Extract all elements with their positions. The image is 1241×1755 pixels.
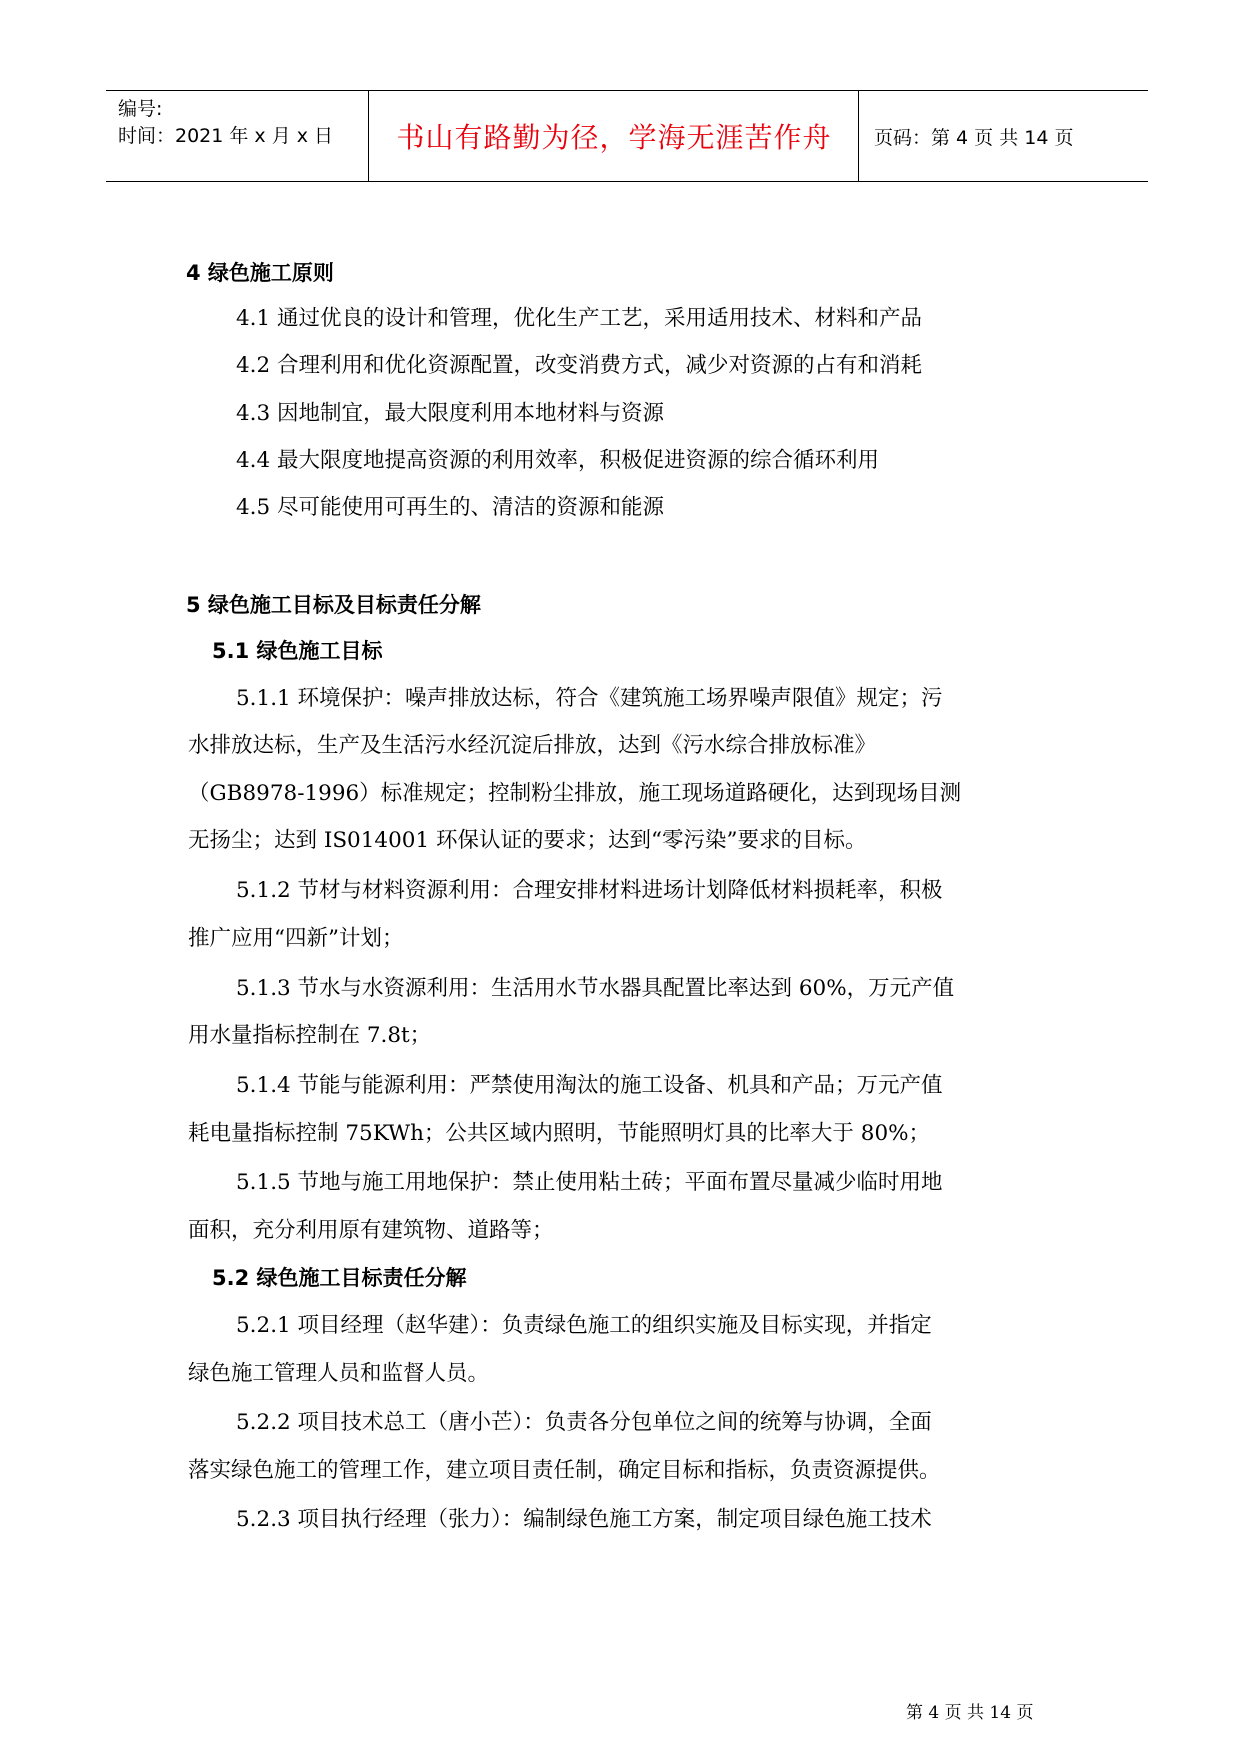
principle-4-5: 4.5 尽可能使用可再生的、清洁的资源和能源 [236, 495, 665, 520]
page-footer: 第 4 页 共 14 页 [906, 1703, 1034, 1723]
para-5-1-4-line1: 5.1.4 节能与能源利用：严禁使用淘汰的施工设备、机具和产品；万元产值 [236, 1073, 943, 1098]
para-5-1-4-line2: 耗电量指标控制 75KWh；公共区域内照明，节能照明灯具的比率大于 80%； [188, 1121, 931, 1146]
document-number-label: 编号: [118, 98, 163, 120]
principle-4-1: 4.1 通过优良的设计和管理，优化生产工艺，采用适用技术、材料和产品 [236, 306, 923, 331]
para-5-1-3-line2: 用水量指标控制在 7.8t； [188, 1023, 432, 1048]
para-5-1-1-line3: （GB8978-1996）标准规定；控制粉尘排放，施工现场道路硬化，达到现场目测 [188, 781, 962, 806]
para-5-1-1-line4: 无扬尘；达到 IS014001 环保认证的要求；达到“零污染”要求的目标。 [188, 828, 867, 853]
para-5-1-5-line2: 面积，充分利用原有建筑物、道路等； [188, 1218, 554, 1243]
header-meta [118, 91, 368, 181]
para-5-2-3-line1: 5.2.3 项目执行经理（张力）：编制绿色施工方案，制定项目绿色施工技术 [236, 1507, 932, 1532]
header-divider-left [368, 91, 369, 181]
section-5-2-title: 5.2 绿色施工目标责任分解 [212, 1266, 467, 1290]
principle-4-2: 4.2 合理利用和优化资源配置，改变消费方式，减少对资源的占有和消耗 [236, 353, 923, 378]
header-motto: 书山有路勤为径，学海无涯苦作舟 [396, 121, 832, 154]
header-divider-right [858, 91, 859, 181]
header-page-number: 页码：第 4 页 共 14 页 [874, 126, 1074, 149]
para-5-2-2-line2: 落实绿色施工的管理工作，建立项目责任制，确定目标和指标，负责资源提供。 [188, 1458, 941, 1483]
principle-4-4: 4.4 最大限度地提高资源的利用效率，积极促进资源的综合循环利用 [236, 448, 880, 473]
principle-4-3: 4.3 因地制宜，最大限度利用本地材料与资源 [236, 401, 665, 426]
para-5-1-1-line1: 5.1.1 环境保护：噪声排放达标，符合《建筑施工场界噪声限值》规定；污 [236, 686, 943, 711]
section-5-title: 5 绿色施工目标及目标责任分解 [186, 593, 481, 617]
section-4-title: 4 绿色施工原则 [186, 261, 334, 285]
document-time-label: 时间：2021 年 x 月 x 日 [118, 125, 334, 147]
para-5-1-2-line2: 推广应用“四新”计划； [188, 926, 404, 951]
para-5-2-2-line1: 5.2.2 项目技术总工（唐小芒）：负责各分包单位之间的统筹与协调，全面 [236, 1410, 932, 1435]
para-5-1-5-line1: 5.1.5 节地与施工用地保护：禁止使用粘土砖；平面布置尽量减少临时用地 [236, 1170, 943, 1195]
section-5-1-title: 5.1 绿色施工目标 [212, 639, 383, 663]
para-5-1-1-line2: 水排放达标，生产及生活污水经沉淀后排放，达到《污水综合排放标准》 [188, 733, 877, 758]
para-5-2-1-line2: 绿色施工管理人员和监督人员。 [188, 1361, 490, 1386]
para-5-1-3-line1: 5.1.3 节水与水资源利用：生活用水节水器具配置比率达到 60%，万元产值 [236, 976, 955, 1001]
para-5-2-1-line1: 5.2.1 项目经理（赵华建）：负责绿色施工的组织实施及目标实现，并指定 [236, 1313, 932, 1338]
para-5-1-2-line1: 5.1.2 节材与材料资源利用：合理安排材料进场计划降低材料损耗率，积极 [236, 878, 943, 903]
page-header [106, 90, 1148, 182]
